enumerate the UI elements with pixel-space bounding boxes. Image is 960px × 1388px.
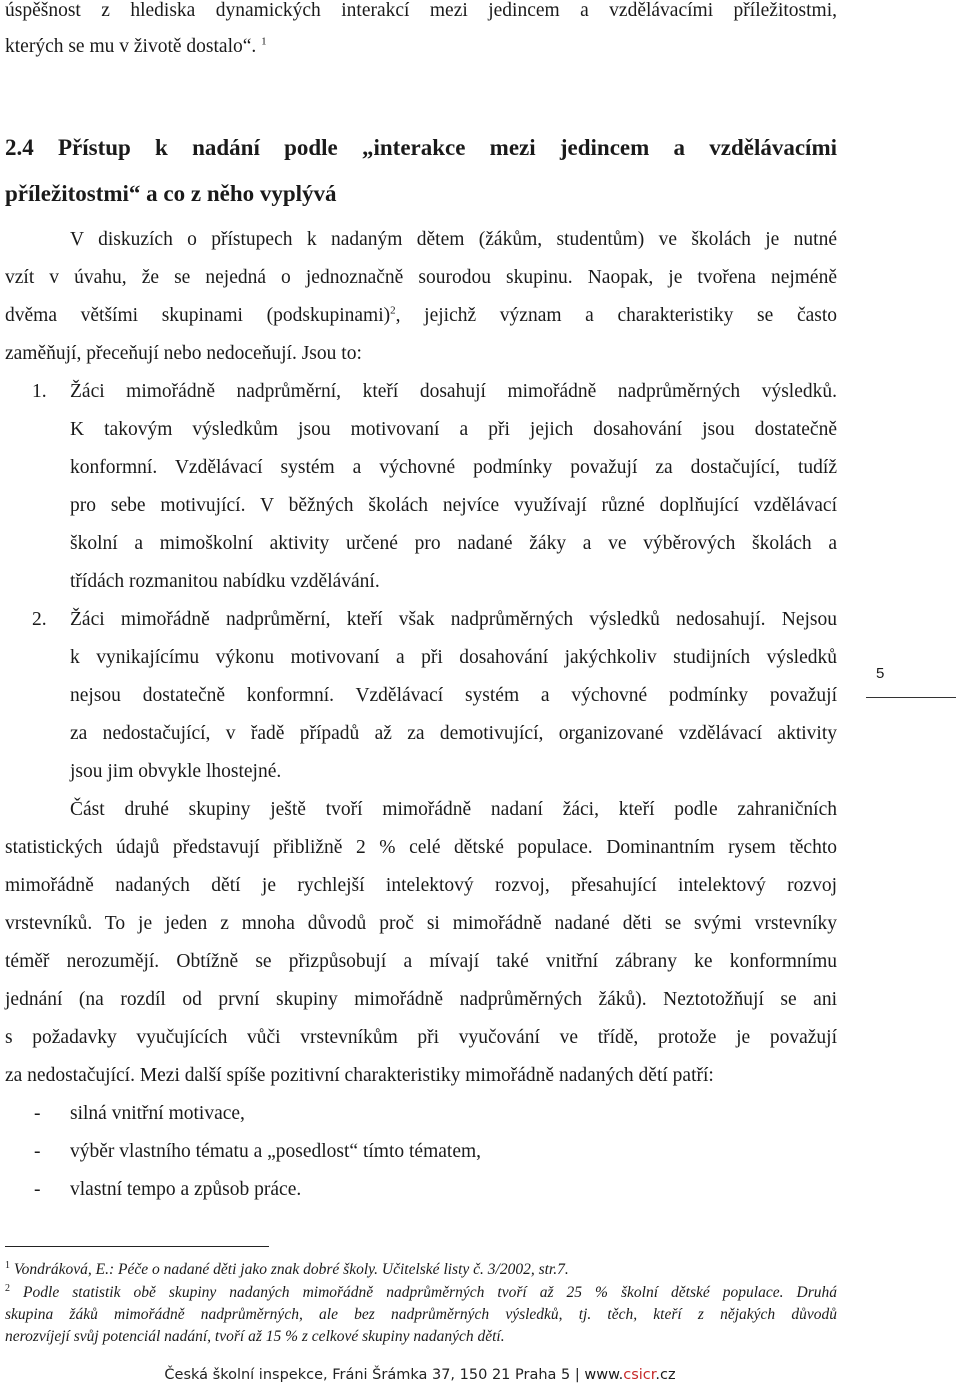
footnote-2-line: skupina žáků mimořádně nadprůměrných, ale bez nadprůměrných výsledků, tj. těch, kteří z nějakých důvodů (5, 1306, 837, 1323)
section-heading: 2.4 Přístup k nadání podle „interakce mezi jedincem a vzdělávacími (5, 135, 837, 160)
list-line: Žáci mimořádně nadprůměrní, kteří však nadprůměrných výsledků nedosahují. Nejsou (70, 609, 837, 630)
text-line: Část druhé skupiny ještě tvoří mimořádně nadaní žáci, kteří podle zahraničních (70, 799, 837, 820)
text-span: kterých se mu v životě dostalo“. (5, 36, 257, 57)
text-span: , jejichž význam a charakteristiky se často (395, 305, 838, 326)
footer-link-part: csicr (623, 1367, 656, 1383)
list-line: školní a mimoškolní aktivity určené pro nadané žáky a ve výběrových školách a (70, 533, 837, 554)
list-number: 1. (32, 381, 47, 402)
footnote-2 (5, 1283, 837, 1302)
list-line: nejsou dostatečně konformní. Vzdělávací systém a výchovné podmínky považují (70, 685, 837, 706)
list-line: k vynikajícímu výkonu motivovaní a při dosahování jakýchkoliv studijních výsledků (70, 647, 837, 668)
footnote-number: 2 (5, 1282, 10, 1294)
bullet-item: silná vnitřní motivace, (70, 1103, 245, 1124)
text-line (5, 36, 267, 58)
text-line: vrstevníků. To je jeden z mnoha důvodů proč si mimořádně nadané děti se svými vrstevníky (5, 913, 837, 934)
footnote-1 (5, 1260, 569, 1279)
page-number-rule (866, 697, 956, 698)
page-footer (0, 1367, 840, 1383)
footer-link-part: .cz (655, 1367, 676, 1383)
text-line: V diskuzích o přístupech k nadaným dětem (žákům, studentům) ve školách je nutné (70, 229, 837, 250)
text-span: dvěma většími skupinami (podskupinami) (5, 305, 391, 326)
footnote-ref: 1 (261, 35, 267, 48)
bullet-item: vlastní tempo a způsob práce. (70, 1179, 302, 1200)
text-line: úspěšnost z hlediska dynamických interakcí mezi jedincem a vzdělávacími příležitostmi, (5, 0, 837, 21)
text-line: s požadavky vyučujících vůči vrstevníkům při vyučování ve třídě, protože je považují (5, 1027, 837, 1048)
text-line: mimořádně nadaných dětí je rychlejší intelektový rozvoj, přesahující intelektový rozvoj (5, 875, 837, 896)
footnote-text: Podle statistik obě skupiny nadaných mimořádně nadprůměrných tvoří až 25 % školní dětské populace. Druhá (23, 1284, 838, 1301)
text-line: téměř nerozumějí. Obtížně se přizpůsobují a mívají také vnitřní zábrany ke konformnímu (5, 951, 837, 972)
footer-text: Česká školní inspekce, Fráni Šrámka 37, 150 21 Praha 5 | (164, 1367, 585, 1383)
list-line: konformní. Vzdělávací systém a výchovné podmínky považují za dostačující, tudíž (70, 457, 837, 478)
text-line: jednání (na rozdíl od první skupiny mimořádně nadprůměrných žáků). Neztotožňují se ani (5, 989, 837, 1010)
section-heading-cont: příležitostmi“ a co z něho vyplývá (5, 181, 337, 206)
bullet-item: výběr vlastního tématu a „posedlost“ tímto tématem, (70, 1141, 482, 1162)
footnote-text: Vondráková, E.: Péče o nadané děti jako znak dobré školy. Učitelské listy č. 3/2002, str.7. (13, 1261, 569, 1278)
footnote-number: 1 (5, 1259, 10, 1271)
list-number: 2. (32, 609, 47, 630)
text-line (5, 305, 837, 327)
bullet-dash: - (34, 1103, 41, 1124)
bullet-dash: - (34, 1141, 41, 1162)
list-line: třídách rozmanitou nabídku vzdělávání. (70, 571, 380, 592)
text-line: za nedostačující. Mezi další spíše pozitivní charakteristiky mimořádně nadaných dětí patří: (5, 1065, 714, 1086)
footer-link-part: www. (584, 1367, 624, 1383)
bullet-dash: - (34, 1179, 41, 1200)
footnote-2-line: nerozvíjejí svůj potenciál nadání, tvoří až 15 % z celkové skupiny nadaných dětí. (5, 1328, 505, 1345)
page-number: 5 (876, 665, 885, 682)
list-line: K takovým výsledkům jsou motivovaní a při jejich dosahování jsou dostatečně (70, 419, 837, 440)
list-line: pro sebe motivující. V běžných školách nejvíce využívají různé doplňující vzdělávací (70, 495, 837, 516)
footnote-rule (5, 1246, 269, 1247)
footer-link[interactable] (584, 1367, 675, 1383)
text-line: statistických údajů představují přibližně 2 % celé dětské populace. Dominantním rysem těchto (5, 837, 837, 858)
list-line: za nedostačující, v řadě případů až za demotivující, organizované vzdělávací aktivity (70, 723, 837, 744)
text-line: vzít v úvahu, že se nejedná o jednoznačně sourodou skupinu. Naopak, je tvořena nejméně (5, 267, 837, 288)
list-line: Žáci mimořádně nadprůměrní, kteří dosahují mimořádně nadprůměrných výsledků. (70, 381, 837, 402)
list-line: jsou jim obvykle lhostejné. (70, 761, 282, 782)
footnote-ref: 2 (390, 304, 396, 317)
text-line: zaměňují, přeceňují nebo nedoceňují. Jsou to: (5, 343, 362, 364)
